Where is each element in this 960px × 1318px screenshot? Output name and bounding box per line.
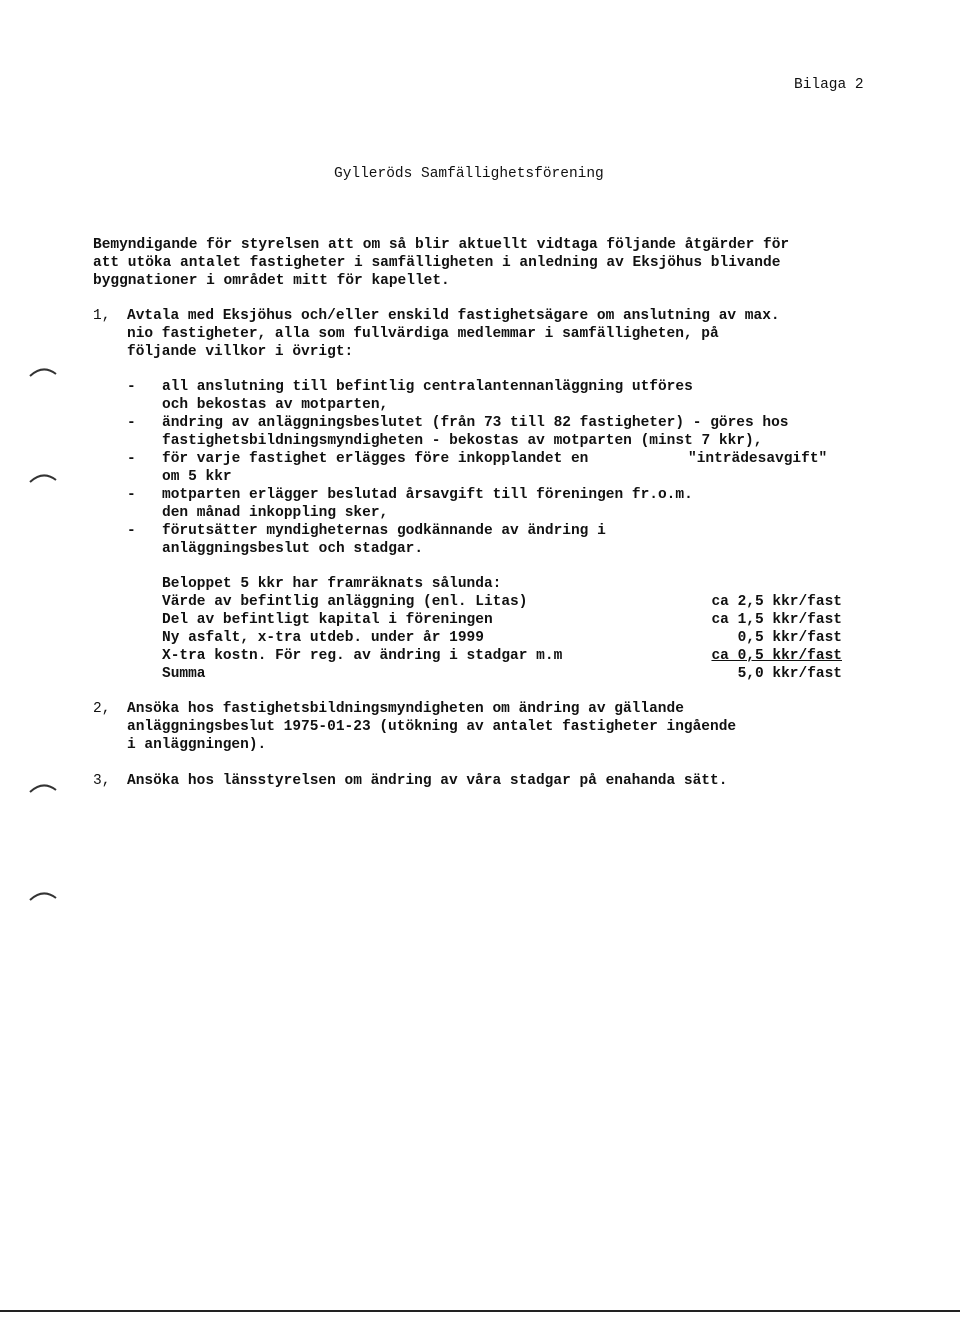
- calc-value: [660, 647, 842, 665]
- item-number: 3,: [93, 773, 111, 789]
- calc-total-value: 5,0 kkr/fast: [737, 666, 842, 682]
- intro-line: Bemyndigande för styrelsen att om så blir aktuellt vidtaga följande åtgärder för: [93, 237, 790, 253]
- condition-text: anläggningsbeslut och stadgar.: [162, 541, 424, 557]
- condition-text: om 5 kkr: [162, 469, 232, 485]
- condition-text: all anslutning till befintlig centralantennanläggning utföres: [162, 379, 693, 395]
- item-text: Ansöka hos länsstyrelsen om ändring av våra stadgar på enahanda sätt.: [127, 773, 728, 789]
- punch-hole-mark: [28, 888, 58, 902]
- condition-quote: "inträdesavgift": [688, 451, 828, 467]
- punch-hole-mark: [28, 364, 58, 378]
- item-text: i anläggningen).: [127, 737, 267, 753]
- bullet-dash: -: [127, 415, 136, 431]
- condition-text: för varje fastighet erlägges före inkopplandet en: [162, 451, 589, 467]
- condition-text: förutsätter myndigheternas godkännande av ändring i: [162, 523, 606, 539]
- calc-label: X-tra kostn. För reg. av ändring i stadgar m.m: [162, 648, 563, 664]
- bullet-dash: -: [127, 523, 136, 539]
- appendix-label: Bilaga 2: [794, 77, 864, 93]
- calc-value: ca 2,5 kkr/fast: [711, 594, 842, 610]
- condition-text: motparten erlägger beslutad årsavgift till föreningen fr.o.m.: [162, 487, 693, 503]
- item-text: nio fastigheter, alla som fullvärdiga medlemmar i samfälligheten, på: [127, 326, 719, 342]
- condition-text: ändring av anläggningsbeslutet (från 73 till 82 fastigheter) - göres hos: [162, 415, 789, 431]
- item-text: Avtala med Eksjöhus och/eller enskild fastighetsägare om anslutning av max.: [127, 308, 780, 324]
- document-title: Gylleröds Samfällighetsförening: [334, 166, 604, 182]
- bottom-rule: [0, 1310, 960, 1312]
- item-text: följande villkor i övrigt:: [127, 344, 354, 360]
- calc-value: 0,5 kkr/fast: [737, 630, 842, 646]
- calc-heading: Beloppet 5 kkr har framräknats sålunda:: [162, 576, 502, 592]
- item-number: 1,: [93, 308, 111, 324]
- calc-value-underlined: ca 0,5 kkr/fast: [711, 648, 842, 664]
- bullet-dash: -: [127, 379, 136, 395]
- item-number: 2,: [93, 701, 111, 717]
- bullet-dash: -: [127, 487, 136, 503]
- calc-label: Ny asfalt, x-tra utdeb. under år 1999: [162, 630, 484, 646]
- punch-hole-mark: [28, 780, 58, 794]
- item-text: anläggningsbeslut 1975-01-23 (utökning av antalet fastigheter ingående: [127, 719, 737, 735]
- condition-text: den månad inkoppling sker,: [162, 505, 389, 521]
- intro-line: byggnationer i området mitt för kapellet.: [93, 273, 450, 289]
- item-text: Ansöka hos fastighetsbildningsmyndigheten om ändring av gällande: [127, 701, 684, 717]
- calc-label: Värde av befintlig anläggning (enl. Litas): [162, 594, 528, 610]
- calc-total-label: Summa: [162, 666, 206, 682]
- intro-line: att utöka antalet fastigheter i samfälligheten i anledning av Eksjöhus blivande: [93, 255, 781, 271]
- calc-label: Del av befintligt kapital i föreningen: [162, 612, 493, 628]
- condition-text: och bekostas av motparten,: [162, 397, 389, 413]
- calc-value: ca 1,5 kkr/fast: [711, 612, 842, 628]
- condition-text: fastighetsbildningsmyndigheten - bekostas av motparten (minst 7 kkr),: [162, 433, 763, 449]
- punch-hole-mark: [28, 470, 58, 484]
- bullet-dash: -: [127, 451, 136, 467]
